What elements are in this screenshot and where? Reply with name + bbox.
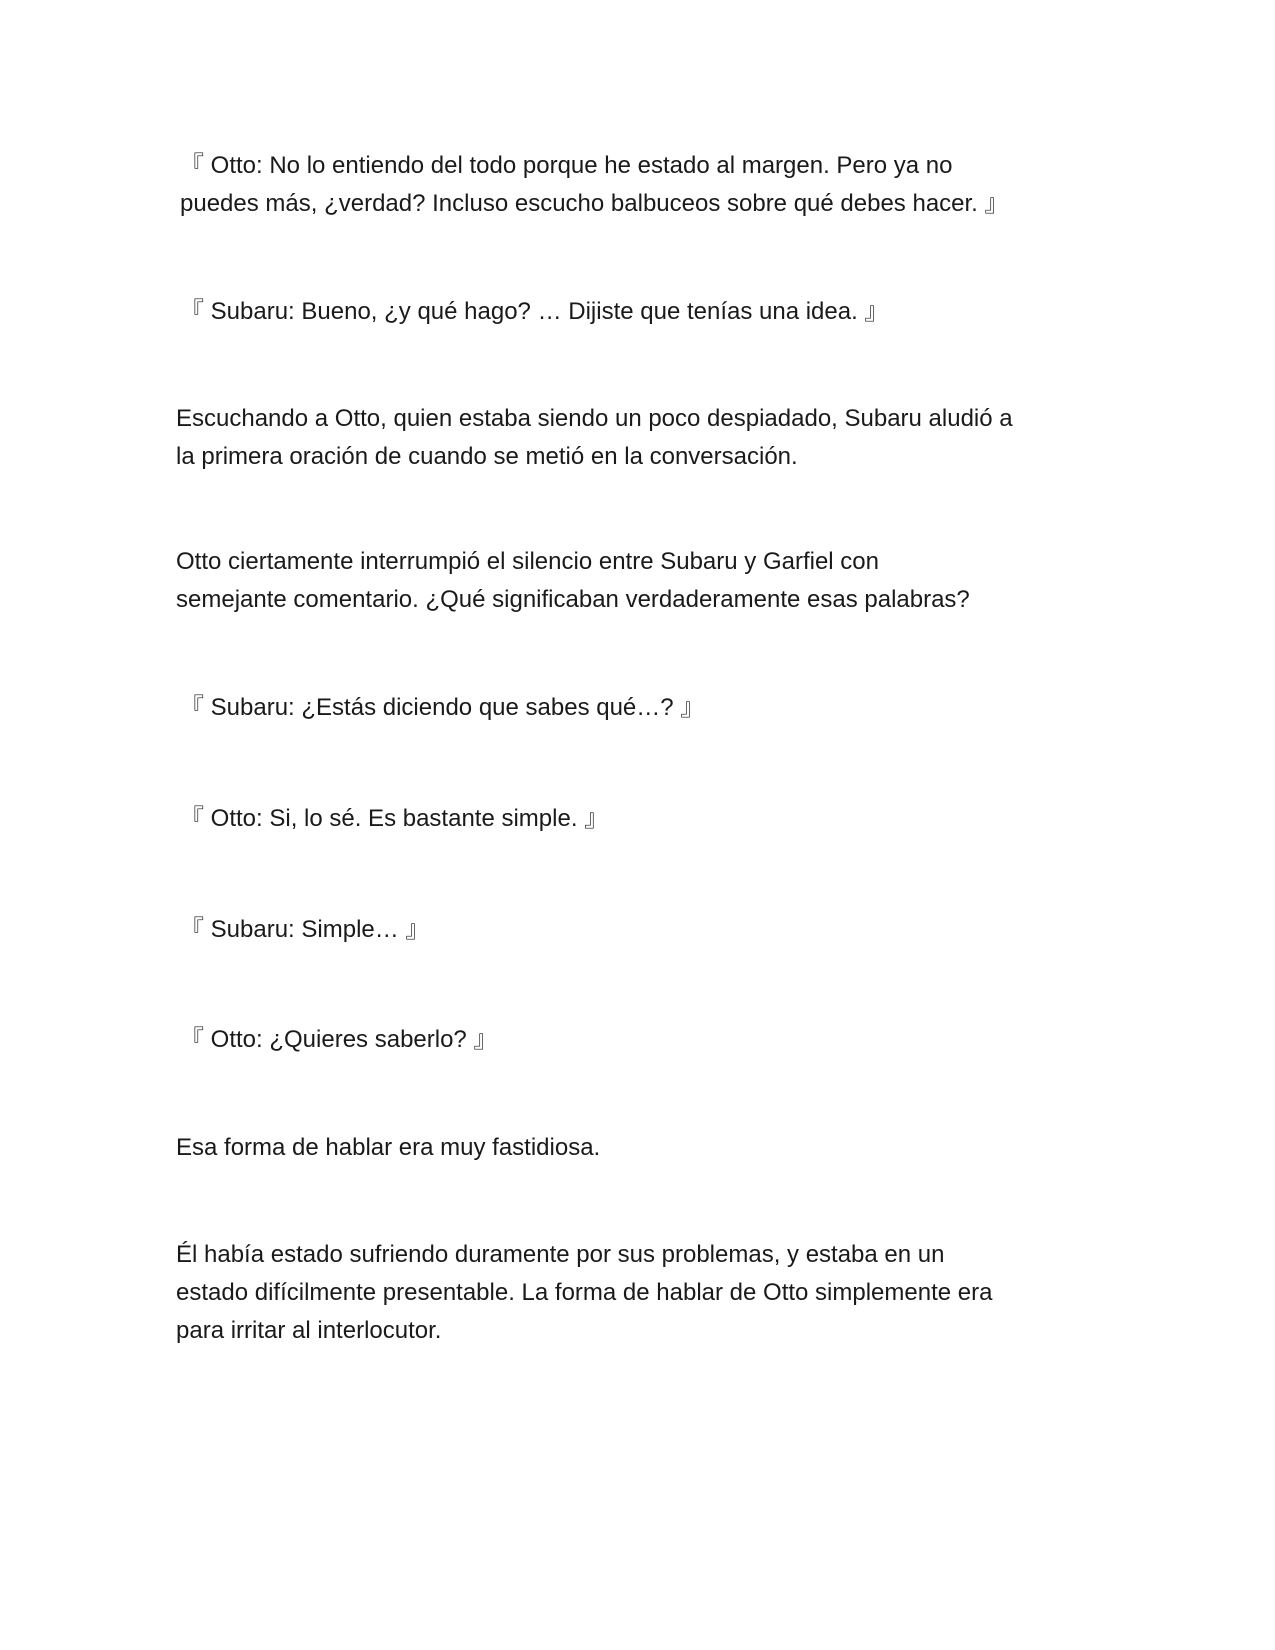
paragraph-narration-2 (176, 543, 1106, 619)
text-line: Él había estado sufriendo duramente por sus problemas, y estaba en un (176, 1241, 945, 1268)
text-line: 『 Subaru: ¿Estás diciendo que sabes qué…? 』 (180, 694, 705, 721)
paragraph-subaru-dialogue-2 (176, 689, 1110, 727)
paragraph-otto-dialogue-2 (176, 800, 1110, 838)
text-line: puedes más, ¿verdad? Incluso escucho balbuceos sobre qué debes hacer. 』 (180, 190, 1009, 217)
text-line: Otto ciertamente interrumpió el silencio entre Subaru y Garfiel con (176, 548, 879, 575)
paragraph-otto-dialogue-3 (176, 1021, 1110, 1059)
text-line: Esa forma de hablar era muy fastidiosa. (176, 1134, 601, 1161)
text-line: estado difícilmente presentable. La forma de hablar de Otto simplemente era (176, 1279, 993, 1306)
text-line: semejante comentario. ¿Qué significaban verdaderamente esas palabras? (176, 586, 970, 613)
text-line: 『 Otto: No lo entiendo del todo porque he estado al margen. Pero ya no (180, 152, 953, 179)
paragraph-subaru-dialogue-3 (176, 911, 1110, 949)
paragraph-otto-dialogue-1 (176, 147, 1110, 223)
text-line: 『 Subaru: Bueno, ¿y qué hago? … Dijiste que tenías una idea. 』 (180, 298, 889, 325)
paragraph-subaru-dialogue-1 (176, 293, 1110, 331)
paragraph-narration-3 (176, 1129, 1106, 1167)
text-line: Escuchando a Otto, quien estaba siendo un poco despiadado, Subaru aludió a (176, 405, 1013, 432)
text-line: para irritar al interlocutor. (176, 1317, 442, 1344)
paragraph-narration-4 (176, 1236, 1106, 1350)
text-line: 『 Otto: ¿Quieres saberlo? 』 (180, 1026, 498, 1053)
text-line: 『 Subaru: Simple… 』 (180, 916, 430, 943)
text-line: 『 Otto: Si, lo sé. Es bastante simple. 』 (180, 805, 609, 832)
paragraph-narration-1 (176, 400, 1106, 476)
text-line: la primera oración de cuando se metió en la conversación. (176, 443, 798, 470)
